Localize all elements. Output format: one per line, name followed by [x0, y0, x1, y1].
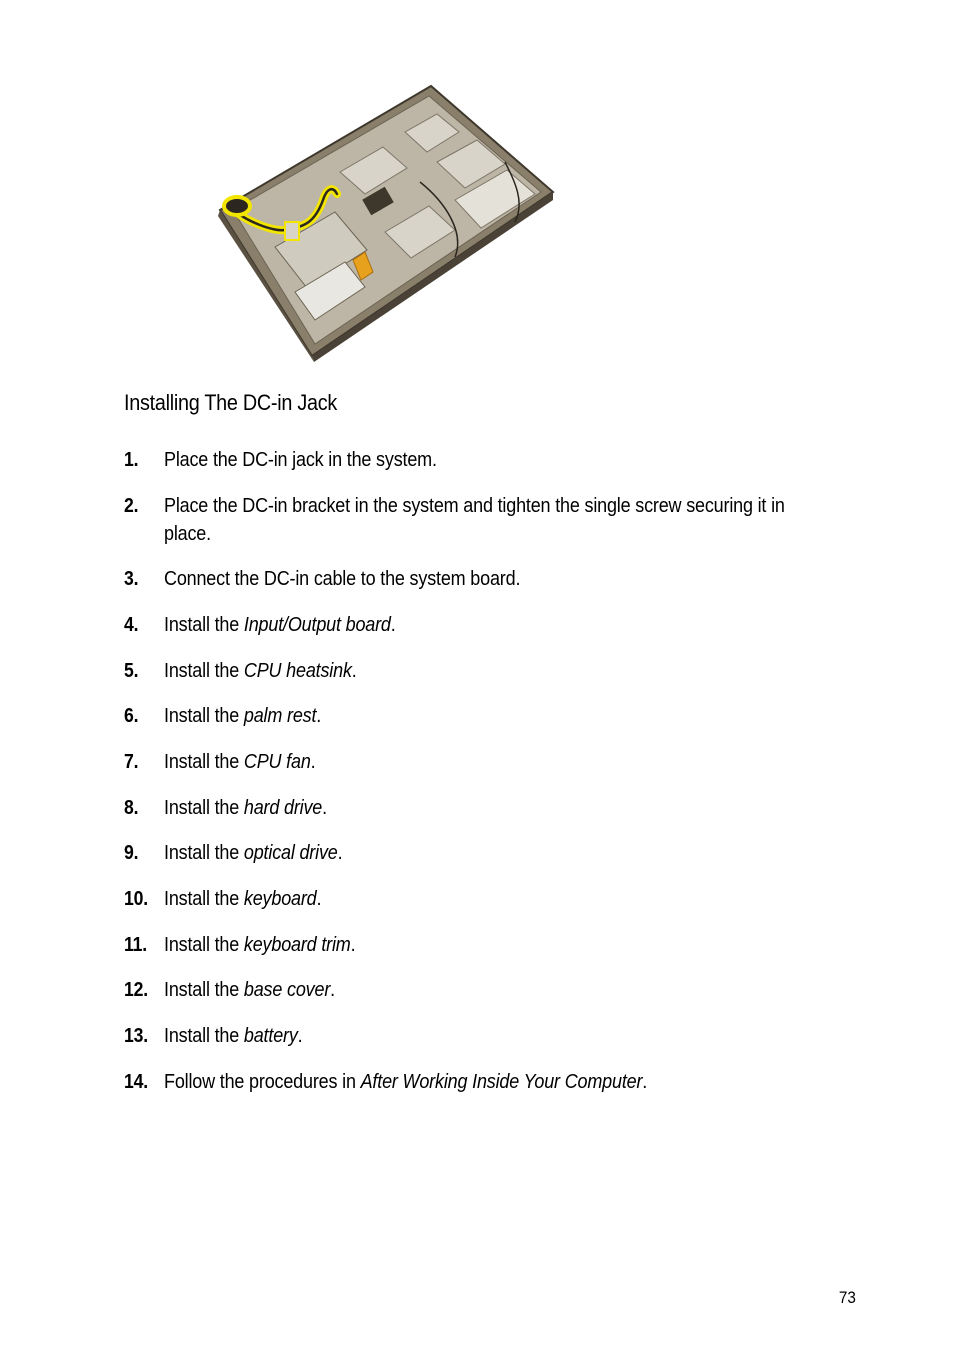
step-number: 14.: [124, 1071, 148, 1093]
step-text-plain: Follow the procedures in: [164, 1071, 361, 1093]
step-cross-reference: battery: [243, 1025, 298, 1047]
step-item: [124, 885, 824, 913]
step-text: [164, 885, 812, 913]
step-text-plain: Install the: [164, 751, 244, 773]
step-text: [164, 492, 812, 548]
step-item: [124, 565, 824, 593]
step-text-plain: Install the: [164, 888, 244, 910]
step-number: 11.: [124, 934, 147, 956]
step-item: [124, 492, 824, 548]
step-cross-reference: optical drive: [243, 842, 338, 864]
step-text: [164, 976, 812, 1004]
step-text: [164, 611, 812, 639]
step-item: [124, 1068, 824, 1096]
step-text-suffix: .: [310, 751, 316, 773]
step-text: [164, 931, 812, 959]
step-text-plain: Install the: [164, 614, 244, 636]
step-text-suffix: .: [337, 842, 343, 864]
step-item: [124, 702, 824, 730]
step-text: [164, 748, 812, 776]
step-number: 5.: [124, 660, 139, 682]
step-text: [164, 565, 812, 593]
step-text-plain: Install the: [164, 1025, 244, 1047]
step-text-plain: Place the DC-in jack in the system.: [164, 449, 437, 471]
step-number: 7.: [124, 751, 139, 773]
step-text-suffix: .: [350, 934, 356, 956]
step-text: [164, 657, 812, 685]
dc-in-jack-illustration: [215, 82, 560, 362]
step-item: [124, 839, 824, 867]
step-item: [124, 931, 824, 959]
page-number: 73: [838, 1288, 856, 1307]
step-text-plain: Install the: [164, 660, 244, 682]
step-text: [164, 794, 812, 822]
step-item: [124, 657, 824, 685]
step-cross-reference: base cover: [243, 979, 331, 1001]
step-text-suffix: .: [330, 979, 335, 1001]
dc-in-jack: [224, 197, 250, 215]
step-number: 10.: [124, 888, 148, 910]
step-text-suffix: .: [316, 705, 322, 727]
step-number: 2.: [124, 495, 139, 517]
step-cross-reference: palm rest: [243, 705, 317, 727]
step-number: 9.: [124, 842, 139, 864]
step-item: [124, 794, 824, 822]
step-text-suffix: .: [351, 660, 357, 682]
step-number: 6.: [124, 705, 139, 727]
step-cross-reference: keyboard: [243, 888, 317, 910]
step-number: 13.: [124, 1025, 148, 1047]
step-item: [124, 611, 824, 639]
step-item: [124, 748, 824, 776]
step-text-plain: Install the: [164, 705, 244, 727]
step-cross-reference: CPU heatsink: [243, 660, 352, 682]
step-number: 3.: [124, 568, 139, 590]
step-cross-reference: Input/Output board: [243, 614, 391, 636]
step-item: [124, 1022, 824, 1050]
step-text: [164, 839, 812, 867]
section-title: Installing The DC-in Jack: [124, 390, 337, 415]
step-text-plain: Install the: [164, 797, 244, 819]
step-text-suffix: .: [297, 1025, 303, 1047]
step-cross-reference: hard drive: [243, 797, 323, 819]
step-item: [124, 976, 824, 1004]
step-cross-reference: keyboard trim: [243, 934, 351, 956]
step-text-suffix: .: [322, 797, 327, 819]
step-text-plain: Install the: [164, 842, 244, 864]
step-text: [164, 1022, 812, 1050]
step-text-suffix: .: [642, 1071, 648, 1093]
step-cross-reference: After Working Inside Your Computer: [360, 1071, 643, 1093]
step-text-plain: Install the: [164, 979, 244, 1001]
step-text-plain: Connect the DC-in cable to the system board.: [164, 568, 521, 590]
step-text-plain: Install the: [164, 934, 244, 956]
step-text: [164, 702, 812, 730]
step-text: [164, 446, 812, 474]
step-text-suffix: .: [316, 888, 322, 910]
step-cross-reference: CPU fan: [243, 751, 311, 773]
step-text-plain: Place the DC-in bracket in the system and tighten the single screw securing it in place.: [164, 495, 785, 545]
dc-in-bracket: [285, 222, 299, 240]
step-number: 1.: [124, 449, 139, 471]
step-text-suffix: .: [390, 614, 396, 636]
step-number: 12.: [124, 979, 148, 1001]
step-number: 8.: [124, 797, 139, 819]
step-text: [164, 1068, 812, 1096]
step-item: [124, 446, 824, 474]
step-number: 4.: [124, 614, 139, 636]
